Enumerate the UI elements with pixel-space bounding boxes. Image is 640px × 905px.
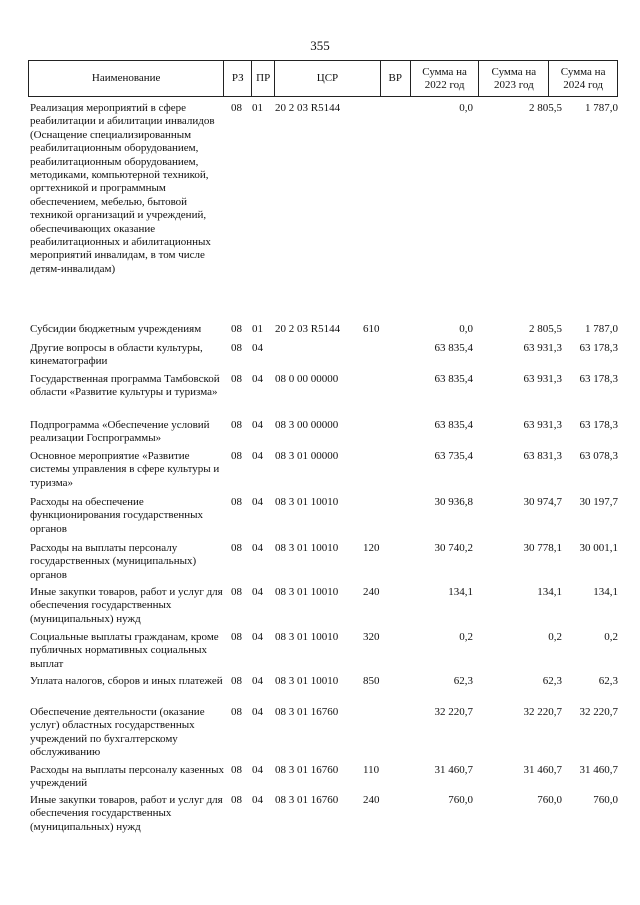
row-sum-2023: 63 931,3 xyxy=(523,419,562,431)
row-name: Расходы на обеспечение функционирования государственных органов xyxy=(30,496,204,535)
row-sum-2022: 760,0 xyxy=(448,794,473,806)
row-sum-2022: 63 835,4 xyxy=(434,342,473,354)
row-vr: 850 xyxy=(363,675,380,687)
row-rz: 08 xyxy=(231,706,242,718)
row-sum-2024: 134,1 xyxy=(593,586,618,598)
header-csr: ЦСР xyxy=(275,61,381,96)
row-vr: 240 xyxy=(363,586,380,598)
header-rz: РЗ xyxy=(224,61,252,96)
row-pr: 01 xyxy=(252,102,263,114)
row-name: Подпрограмма «Обеспечение условий реализации Госпрограммы» xyxy=(30,419,210,445)
row-rz: 08 xyxy=(231,631,242,643)
row-rz: 08 xyxy=(231,419,242,431)
row-rz: 08 xyxy=(231,542,242,554)
row-sum-2023: 63 931,3 xyxy=(523,373,562,385)
row-sum-2024: 0,2 xyxy=(604,631,618,643)
row-rz: 08 xyxy=(231,496,242,508)
row-rz: 08 xyxy=(231,323,242,335)
row-name: Другие вопросы в области культуры, кинематографии xyxy=(30,342,203,368)
row-rz: 08 xyxy=(231,450,242,462)
row-pr: 04 xyxy=(252,542,263,554)
row-sum-2023: 30 974,7 xyxy=(523,496,562,508)
row-name: Социальные выплаты гражданам, кроме публичных нормативных социальных выплат xyxy=(30,631,219,670)
row-pr: 04 xyxy=(252,373,263,385)
header-sum-2023: Сумма на 2023 год xyxy=(479,61,549,96)
row-sum-2023: 134,1 xyxy=(537,586,562,598)
row-csr: 08 3 01 10010 xyxy=(275,496,339,508)
row-sum-2022: 134,1 xyxy=(448,586,473,598)
row-sum-2022: 32 220,7 xyxy=(434,706,473,718)
row-vr: 120 xyxy=(363,542,380,554)
row-sum-2024: 1 787,0 xyxy=(585,323,618,335)
row-sum-2024: 63 178,3 xyxy=(579,342,618,354)
row-sum-2022: 62,3 xyxy=(453,675,473,687)
row-pr: 04 xyxy=(252,794,263,806)
header-name: Наименование xyxy=(29,61,224,96)
row-sum-2024: 63 078,3 xyxy=(579,450,618,462)
header-sum-2024: Сумма на 2024 год xyxy=(560,65,606,91)
row-sum-2022: 0,2 xyxy=(459,631,473,643)
page-number: 355 xyxy=(310,38,330,53)
row-sum-2024: 30 001,1 xyxy=(579,542,618,554)
row-vr: 610 xyxy=(363,323,380,335)
row-pr: 01 xyxy=(252,323,263,335)
row-sum-2023: 63 831,3 xyxy=(523,450,562,462)
row-pr: 04 xyxy=(252,450,263,462)
row-sum-2023: 760,0 xyxy=(537,794,562,806)
row-sum-2022: 63 835,4 xyxy=(434,373,473,385)
row-name: Государственная программа Тамбовской области «Развитие культуры и туризма» xyxy=(30,373,220,399)
row-rz: 08 xyxy=(231,586,242,598)
row-csr: 08 3 01 10010 xyxy=(275,675,339,687)
row-name: Субсидии бюджетным учреждениям xyxy=(30,323,202,335)
row-sum-2022: 0,0 xyxy=(459,102,473,114)
row-csr: 08 3 01 10010 xyxy=(275,631,339,643)
row-csr: 08 0 00 00000 xyxy=(275,373,339,385)
row-pr: 04 xyxy=(252,496,263,508)
row-sum-2022: 30 936,8 xyxy=(434,496,473,508)
row-name: Обеспечение деятельности (оказание услуг) областных государственных учреждений по бухгалтерскому обслуживанию xyxy=(30,706,205,759)
row-csr: 08 3 01 00000 xyxy=(275,450,339,462)
row-csr: 08 3 01 16760 xyxy=(275,764,339,776)
row-csr: 20 2 03 R5144 xyxy=(275,102,341,114)
row-sum-2023: 31 460,7 xyxy=(523,764,562,776)
row-vr: 110 xyxy=(363,764,380,776)
row-sum-2024: 31 460,7 xyxy=(579,764,618,776)
row-sum-2022: 63 735,4 xyxy=(434,450,473,462)
row-sum-2024: 62,3 xyxy=(598,675,618,687)
row-rz: 08 xyxy=(231,794,242,806)
table-header xyxy=(28,60,618,97)
row-sum-2024: 1 787,0 xyxy=(585,102,618,114)
row-sum-2023: 2 805,5 xyxy=(529,102,562,114)
row-sum-2024: 63 178,3 xyxy=(579,419,618,431)
row-rz: 08 xyxy=(231,342,242,354)
row-sum-2023: 30 778,1 xyxy=(523,542,562,554)
row-name: Основное мероприятие «Развитие системы управления в сфере культуры и туризма» xyxy=(30,450,220,489)
row-name: Расходы на выплаты персоналу казенных учреждений xyxy=(30,764,224,790)
row-rz: 08 xyxy=(231,102,242,114)
row-vr: 320 xyxy=(363,631,380,643)
row-name: Расходы на выплаты персоналу государственных (муниципальных) органов xyxy=(30,542,197,581)
row-name: Реализация мероприятий в сфере реабилитации и абилитации инвалидов (Оснащение специализированным реабилитационным оборудованием, реабилитационным оборудованием, методиками, компьютерной техникой, оргтехникой и программным обеспечением, мебелью, бытовой техникой организаций и учреждений, обеспечивающих оказание реабилитационных и абилитационных мероприятий инвалидам, в том числе детям-инвалидам) xyxy=(30,102,215,275)
row-csr: 08 3 01 16760 xyxy=(275,794,339,806)
row-csr: 08 3 01 16760 xyxy=(275,706,339,718)
row-name: Иные закупки товаров, работ и услуг для обеспечения государственных (муниципальных) нужд xyxy=(30,586,223,625)
row-rz: 08 xyxy=(231,764,242,776)
row-sum-2022: 0,0 xyxy=(459,323,473,335)
header-pr: ПР xyxy=(252,61,275,96)
row-sum-2024: 30 197,7 xyxy=(579,496,618,508)
row-pr: 04 xyxy=(252,342,263,354)
row-sum-2023: 32 220,7 xyxy=(523,706,562,718)
row-pr: 04 xyxy=(252,586,263,598)
row-sum-2022: 63 835,4 xyxy=(434,419,473,431)
row-csr: 08 3 00 00000 xyxy=(275,419,339,431)
row-sum-2024: 760,0 xyxy=(593,794,618,806)
row-pr: 04 xyxy=(252,419,263,431)
row-sum-2024: 63 178,3 xyxy=(579,373,618,385)
row-pr: 04 xyxy=(252,675,263,687)
header-vr: ВР xyxy=(381,61,411,96)
row-sum-2023: 63 931,3 xyxy=(523,342,562,354)
header-sum-2022: Сумма на 2022 год xyxy=(411,61,480,96)
row-sum-2023: 2 805,5 xyxy=(529,323,562,335)
row-rz: 08 xyxy=(231,675,242,687)
row-rz: 08 xyxy=(231,373,242,385)
row-vr: 240 xyxy=(363,794,380,806)
row-sum-2022: 30 740,2 xyxy=(434,542,473,554)
row-pr: 04 xyxy=(252,764,263,776)
row-csr: 20 2 03 R5144 xyxy=(275,323,341,335)
row-csr: 08 3 01 10010 xyxy=(275,586,339,598)
row-name: Уплата налогов, сборов и иных платежей xyxy=(30,675,223,687)
row-name: Иные закупки товаров, работ и услуг для обеспечения государственных (муниципальных) нужд xyxy=(30,794,223,833)
row-csr: 08 3 01 10010 xyxy=(275,542,339,554)
row-sum-2024: 32 220,7 xyxy=(579,706,618,718)
row-sum-2023: 0,2 xyxy=(548,631,562,643)
row-sum-2022: 31 460,7 xyxy=(434,764,473,776)
row-pr: 04 xyxy=(252,631,263,643)
row-pr: 04 xyxy=(252,706,263,718)
row-sum-2023: 62,3 xyxy=(542,675,562,687)
